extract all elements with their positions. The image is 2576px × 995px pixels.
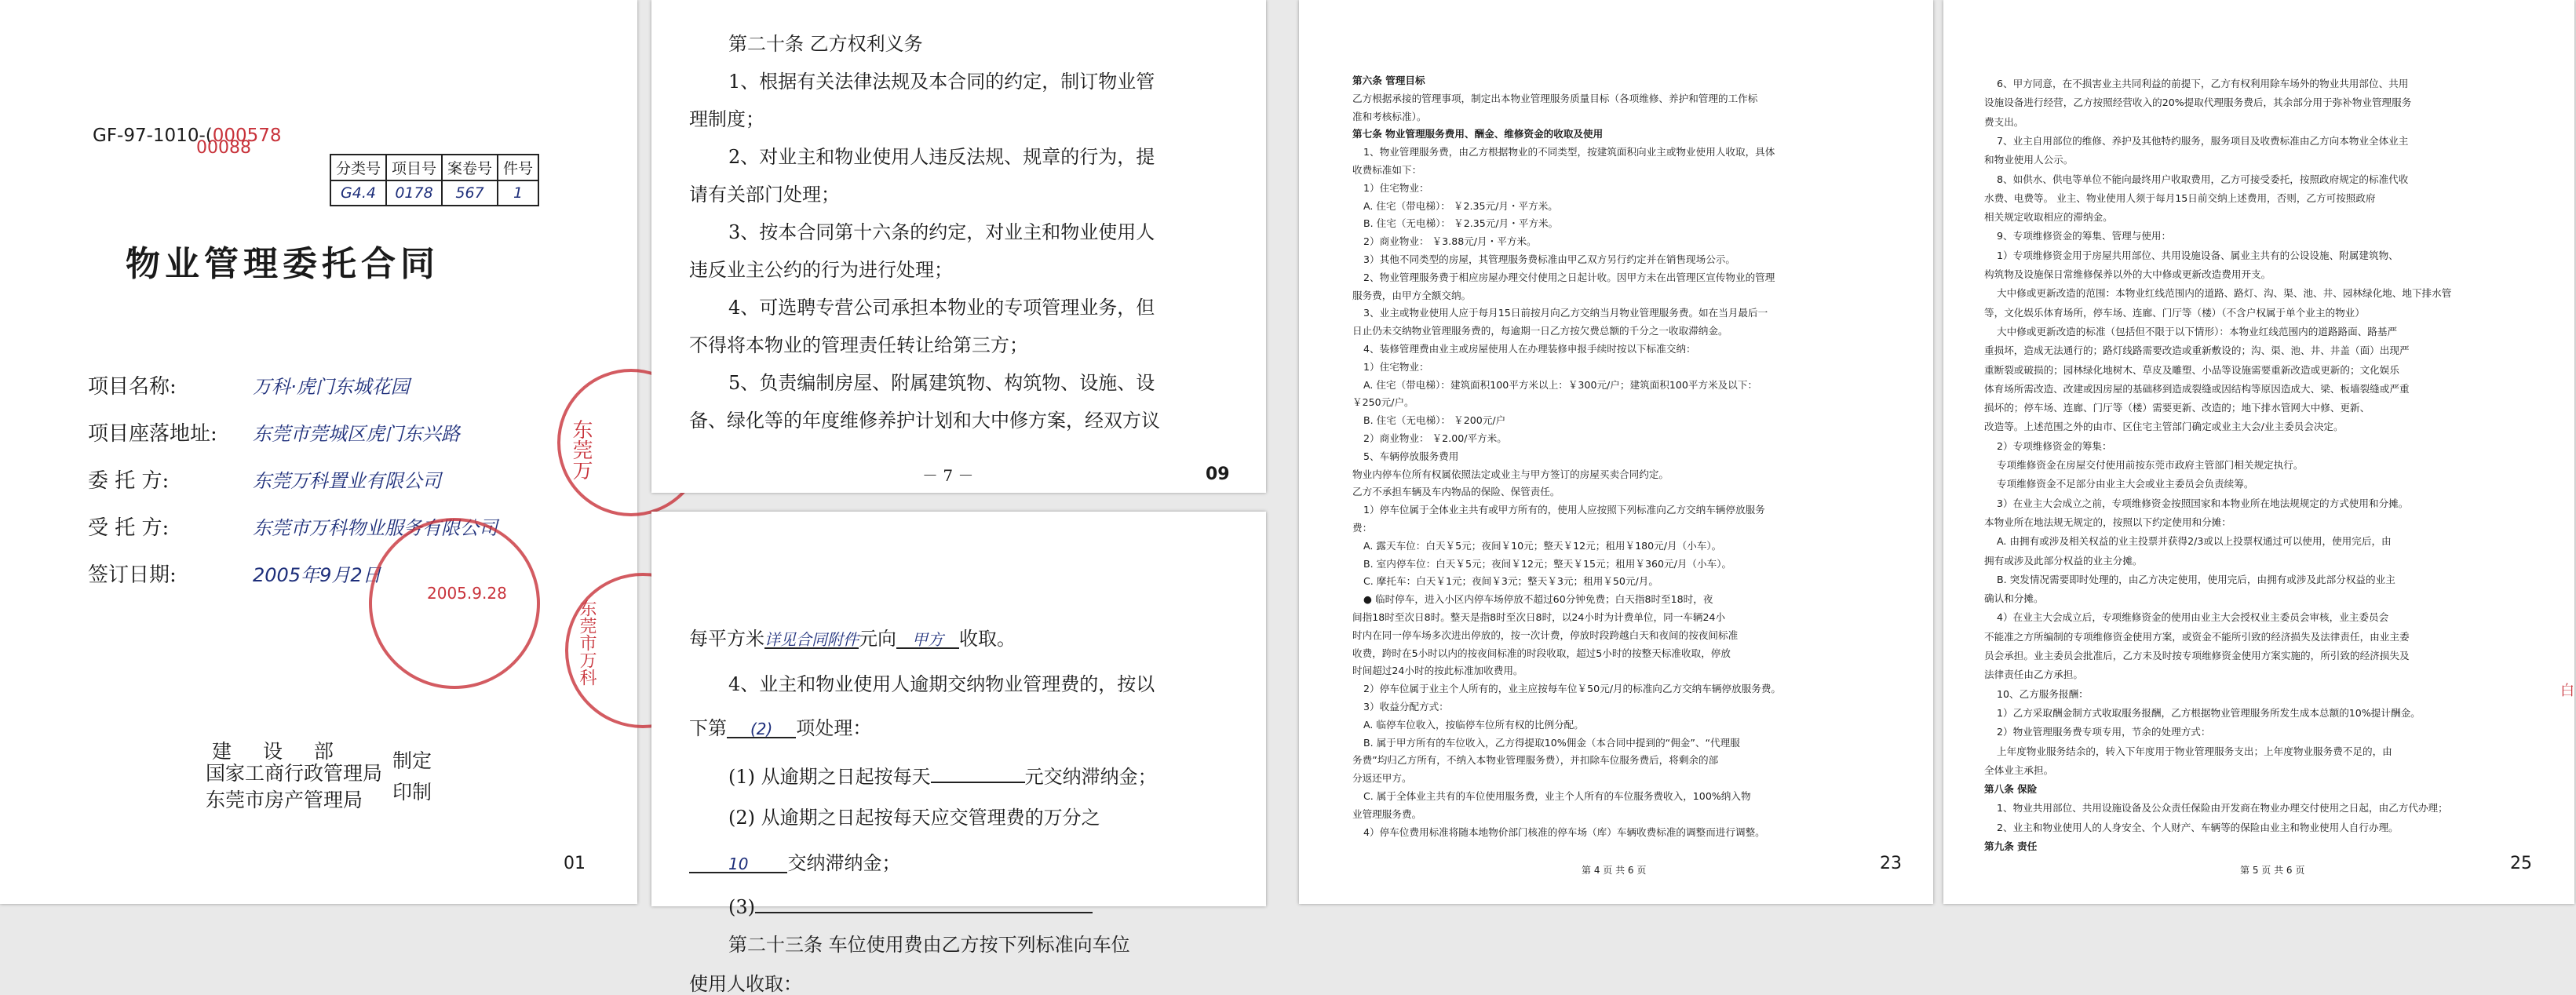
hand-fill: 甲方 [896, 632, 959, 649]
text-line: 1）乙方采取酬金制方式收取服务报酬，乙方根据物业管理服务所发生成本总额的10%提计酬金。 [1997, 706, 2421, 719]
form-code-hand: 000578 [212, 126, 282, 146]
text-line: B. 室内停车位：白天￥5元；夜间￥12元；整天￥15元；租用￥360元/月（小车）。 [1363, 557, 1732, 570]
text-line: 相关规定收取相应的滞纳金。 [1984, 211, 2113, 224]
text-line: 1）停车位属于全体业主共有或甲方所有的，使用人应按照下列标准向乙方交纳车辆停放服务 [1363, 504, 1765, 516]
field-value: 东莞市万科物业服务有限公司 [253, 517, 498, 539]
text-line [728, 764, 1157, 786]
text-line: 2）物业管理服务费专项专用，节余的处理方式： [1997, 726, 2211, 738]
text-line: 费： [1352, 522, 1373, 534]
text-line: 2）专项维修资金的筹集： [1997, 439, 2112, 452]
page-footer: 第 5 页 共 6 页 [2240, 865, 2305, 876]
text-line: 务费”均归乙方所有，不纳入本物业管理服务费），并扣除车位服务费后，将剩余的部 [1352, 754, 1719, 767]
text-line: 收费，跨时在5小时以内的按夜间标准的时段收取，超过5小时的按整天标准收取，停放 [1352, 647, 1731, 659]
issuer-tag-2: 印制 [392, 781, 432, 804]
text-line: 第八条 保险 [1984, 783, 2038, 796]
class-value: 0178 [386, 180, 442, 206]
text-line: ￥250元/户。 [1352, 396, 1414, 409]
company-seal [369, 518, 540, 689]
text-line [689, 719, 871, 738]
text-line: 物业内停车位所有权属依照法定或业主与甲方签订的房屋买卖合同约定。 [1352, 468, 1669, 480]
class-header: 案卷号 [442, 155, 498, 180]
text-line: 第二十三条 车位使用费由乙方按下列标准向车位 [728, 934, 1130, 956]
text-line: 3、业主或物业使用人应于每月15日前按月向乙方交纳当月物业管理服务费。如在当月最后一 [1363, 307, 1768, 319]
text-line: 等，文化娱乐体育场所，停车场、连廊、门厅等（楼）（不含户权属于单个业主的物业） [1984, 306, 2365, 319]
text-line: (2) 从逾期之日起按每天应交管理费的万分之 [728, 807, 1100, 829]
field-label: 受 托 方: [88, 516, 170, 540]
contract-page-rights [651, 0, 1266, 493]
text-line: 4、业主和物业使用人逾期交纳物业管理费的，按以 [728, 673, 1155, 695]
text-line: 确认和分摊。 [1984, 592, 2044, 605]
text-line: 和物业使用人公示。 [1984, 154, 2074, 166]
text-line: 第九条 责任 [1984, 840, 2038, 852]
page-number: 09 [1206, 465, 1230, 484]
seal-text: 东莞市万科 [577, 600, 597, 686]
text-line: 不能准之方所编制的专项维修资金使用方案，或资金不能所引致的经济损失及法律责任，由业主委 [1984, 630, 2410, 643]
text-line: 专项维修资金在房屋交付使用前按东莞市政府主管部门相关规定执行。 [1997, 459, 2304, 471]
field-label: 项目座落地址: [88, 422, 217, 446]
article-heading: 第二十条 乙方权利义务 [728, 33, 923, 55]
text-line: 分返还甲方。 [1352, 772, 1412, 785]
text-line: A. 由拥有或涉及相关权益的业主投票并获得2/3或以上投票权通过可以使用，使用完后，由 [1997, 535, 2392, 548]
form-code-prefix: GF-97-1010-( [93, 126, 213, 146]
text-line: 1）住宅物业： [1363, 360, 1429, 373]
text-part: 元交纳滞纳金； [1024, 766, 1157, 788]
text-line: 不得将本物业的管理责任转让给第三方； [689, 334, 1028, 356]
text-line: 5、负责编制房屋、附属建筑物、构筑物、设施、设 [728, 372, 1155, 394]
text-line: 间指18时至次日8时。整天是指8时至次日8时，以24小时为计费单位，同一车辆24小 [1352, 611, 1726, 623]
text-line: 7、业主自用部位的维修、养护及其他特约服务，服务项目及收费标准由乙方向本物业全体业主 [1997, 134, 2409, 147]
text-line: 5、车辆停放服务费用 [1363, 450, 1459, 462]
text-line: C. 属于全体业主共有的车位使用服务费，业主个人所有的车位服务费收入，100%纳入物 [1363, 790, 1751, 802]
text-line: 全体业主承担。 [1984, 764, 2054, 776]
page-footer: 第 4 页 共 6 页 [1582, 865, 1647, 876]
text-line: 重损坏，造成无法通行的；路灯线路需要改造或重新敷设的；沟、渠、池、井、井盖（面）出现严 [1984, 344, 2410, 357]
seal-date: 2005.9.28 [427, 584, 507, 603]
text-line: 理制度； [689, 108, 764, 130]
page-footer: － 7 － [922, 466, 974, 485]
contract-page-4 [1299, 0, 1933, 904]
form-code-hand-2: 00088 [196, 138, 251, 158]
text-line: 2、对业主和物业使用人违反法规、规章的行为，提 [728, 146, 1155, 168]
text-line: 6、甲方同意，在不损害业主共同利益的前提下，乙方有权利用除车场外的物业共用部位、共用 [1997, 78, 2409, 89]
class-header: 分类号 [330, 155, 386, 180]
text-line: 业管理服务费。 [1352, 807, 1422, 820]
text-line: 构筑物及设施保日常维修保养以外的大中修或更新改造费用开支。 [1984, 268, 2271, 280]
form-code [93, 126, 282, 146]
text-line: B. 突发情况需要即时处理的，由乙方决定使用，使用完后，由拥有或涉及此部分权益的业主 [1997, 573, 2395, 585]
hand-fill: 详见合同附件 [764, 630, 859, 649]
class-header: 件号 [498, 155, 538, 180]
text-line: 费支出。 [1984, 115, 2024, 128]
text-line [728, 895, 1093, 917]
field-entrusting-party [88, 465, 441, 494]
issuer-line-3: 东莞市房产管理局 [206, 789, 363, 811]
text-line: 1、物业管理服务费，由乙方根据物业的不同类型，按建筑面积向业主或物业使用人收取，具体 [1363, 146, 1775, 159]
field-value: 万科·虎门东城花园 [253, 376, 410, 398]
text-line: 服务费，由甲方全额交纳。 [1352, 289, 1472, 301]
text-line: 乙方不承担车辆及车内物品的保险、保管责任。 [1352, 486, 1560, 498]
issuer-line-2: 国家工商行政管理局 [206, 762, 383, 785]
page-number: 25 [2510, 854, 2532, 873]
field-value: 东莞市莞城区虎门东兴路 [253, 423, 460, 445]
text-line: 10、乙方服务报酬： [1997, 687, 2089, 700]
text-line: 2）商业物业： ￥2.00/平方米。 [1363, 432, 1507, 444]
field-value: 2005年9月2日 [253, 564, 381, 586]
text-line: 日止仍未交纳物业管理服务费的，每逾期一日乙方按欠费总额的千分之一收取滞纳金。 [1352, 325, 1728, 337]
text-line: 法律责任由乙方承担。 [1984, 669, 2083, 681]
text-line: ● 临时停车，进入小区内停车场停放不超过60分钟免费；白天指8时至18时，夜 [1363, 593, 1713, 606]
text-line [689, 629, 1016, 649]
class-header: 项目号 [386, 155, 442, 180]
text-line: 大中修或更新改造的标准（包括但不限于以下情形）：本物业红线范围内的道路路面、路基严 [1997, 325, 2398, 337]
text-line: 大中修或更新改造的范围：本物业红线范围内的道路、路灯、沟、渠、池、井、园林绿化地、地下排水管 [1997, 287, 2452, 300]
text-line: 3）在业主大会成立之前，专项维修资金按照国家和本物业所在地法规规定的方式使用和分摊。 [1997, 497, 2409, 509]
text-line: 4、装修管理费由业主或房屋使用人在办理装修申报手续时按以下标准交纳： [1363, 343, 1696, 355]
text-line [689, 854, 900, 873]
text-line: 4）在业主大会成立后，专项维修资金的使用由业主大会授权业主委员会审核，业主委员会 [1997, 611, 2389, 624]
text-line: A. 住宅（带电梯）： ￥2.35元/月・平方米。 [1363, 199, 1558, 212]
contract-page-5 [1943, 0, 2574, 904]
text-line: 准和考核标准）。 [1352, 110, 1427, 122]
text-line: 时间超过24小时的按此标准加收费用。 [1352, 665, 1523, 677]
text-line: 备、绿化等的年度维修养护计划和大中修方案，经双方议 [689, 410, 1160, 432]
text-part: 收取。 [959, 628, 1016, 650]
page-number: 01 [564, 854, 586, 873]
text-line: 3）收益分配方式： [1363, 701, 1449, 713]
text-line: 设施设备进行经营，乙方按照经营收入的20%提取代理服务费后，其余部分用于弥补物业管理服务 [1984, 97, 2412, 109]
text-line: A. 露天车位：白天￥5元；夜间￥10元；整天￥12元；租用￥180元/月（小车）。 [1363, 539, 1722, 552]
page-number: 23 [1880, 854, 1902, 873]
text-line: 乙方根据承接的管理事项，制定出本物业管理服务质量目标（各项维修、养护和管理的工作标 [1352, 92, 1758, 104]
text-line: 2）商业物业： ￥3.88元/月・平方米。 [1363, 235, 1537, 248]
class-value: G4.4 [330, 180, 386, 206]
text-line: 水费、电费等。 业主、物业使用人须于每月15日前交纳上述费用，否则，乙方可按照政府 [1984, 191, 2376, 204]
text-part: 每平方米 [689, 628, 764, 650]
text-line: A. 临停车位收入，按临停车位所有权的比例分配。 [1363, 718, 1584, 731]
text-part: 交纳滞纳金； [787, 852, 901, 874]
field-label: 签订日期: [88, 563, 177, 587]
text-line: 2）停车位属于业主个人所有的，业主应按每车位￥50元/月的标准向乙方交纳车辆停放服务费。 [1363, 683, 1782, 695]
text-line: 第七条 物业管理服务费用、酬金、维修资金的收取及使用 [1352, 128, 1604, 140]
class-value: 1 [498, 180, 538, 206]
classification-table [330, 154, 539, 206]
text-line: 员会承担。业主委员会批准后，乙方未及时按专项维修资金使用方案实施的，所引致的经济损失及 [1984, 650, 2410, 662]
text-line: 拥有或涉及此部分权益的业主分摊。 [1984, 554, 2143, 567]
text-line: 损坏的；停车场、连廊、门厅等（楼）需要更新、改造的；地下排水管网大中修、更新、 [1984, 402, 2370, 414]
text-line: B. 属于甲方所有的车位收入，乙方得提取10%佣金（本合同中提到的“佣金”、“代理服 [1363, 736, 1740, 749]
text-line: 使用人收取： [689, 973, 802, 995]
text-line: 专项维修资金不足部分由业主大会或业主委员会负责续筹。 [1997, 478, 2254, 490]
text-line: 改造等。上述范围之外的由市、区住宅主管部门确定或业主大会/业主委员会决定。 [1984, 421, 2344, 433]
issuer-line-1: 建 设 部 [212, 740, 346, 763]
text-line: 时内在同一停车场多次进出停放的，按一次计费，停放时段跨越白天和夜间的按夜间标准 [1352, 629, 1739, 641]
text-line: 4）停车位费用标准将随本地物价部门核准的停车场（库）车辆收费标准的调整而进行调整。 [1363, 826, 1765, 838]
field-label: 项目名称: [88, 375, 177, 399]
text-line: 收费标准如下： [1352, 164, 1422, 176]
field-label: 委 托 方: [88, 469, 170, 493]
field-project-address [88, 417, 460, 446]
text-line: 请有关部门处理； [689, 184, 840, 206]
text-line: 上年度物业服务结余的，转入下年度用于物业管理服务支出；上年度物业服务费不足的，由 [1997, 745, 2392, 757]
text-line: 2、物业管理服务费于相应房屋办理交付使用之日起计收。因甲方未在出管理区宣传物业的管理 [1363, 271, 1775, 283]
text-line: 本物业所在地法规无规定的，按照以下约定使用和分摊： [1984, 516, 2231, 528]
class-value: 567 [442, 180, 498, 206]
text-part: 项处理： [796, 717, 872, 739]
text-line: B. 住宅（无电梯）： ￥200元/户 [1363, 414, 1506, 427]
text-line: 第六条 管理目标 [1352, 75, 1425, 86]
text-part: (1) 从逾期之日起按每天 [728, 766, 931, 788]
field-project-name [88, 370, 410, 399]
text-line: 1）住宅物业： [1363, 181, 1429, 194]
hand-fill: (2) [727, 721, 796, 738]
margin-note: 白 [2558, 683, 2574, 697]
contract-page-fees [651, 512, 1266, 995]
text-line: 1、物业共用部位、共用设施设备及公众责任保险由开发商在物业办理交付使用之日起，由乙方代办理； [1997, 802, 2448, 815]
text-line: C. 摩托车：白天￥1元；夜间￥3元；整天￥3元；租用￥50元/月。 [1363, 575, 1658, 588]
issuer-tag-1: 制定 [392, 749, 432, 772]
field-value: 东莞万科置业有限公司 [253, 470, 441, 492]
text-line: 重断裂或破损的；园林绿化地树木、草皮及雕塑、小品等设施需要重新改造或更新的；文化娱乐 [1984, 363, 2399, 376]
text-line: 1）专项维修资金用于房屋共用部位、共用设施设备、属业主共有的公设设施、附属建筑物、 [1997, 249, 2399, 261]
text-line: 1、根据有关法律法规及本合同的约定，制订物业管 [728, 71, 1155, 93]
field-sign-date [88, 559, 381, 588]
text-line: 4、可选聘专营公司承担本物业的专项管理业务，但 [728, 297, 1155, 319]
seal-text: 东莞万 [569, 419, 593, 480]
text-line: 3）其他不同类型的房屋，其管理服务费标准由甲乙双方另行约定并在销售现场公示。 [1363, 253, 1735, 265]
cover-page [0, 0, 637, 904]
text-line: 9、专项维修资金的筹集、管理与使用： [1997, 230, 2172, 242]
text-line: A. 住宅（带电梯）：建筑面积100平方米以上：￥300元/户；建筑面积100平方米及以下： [1363, 378, 1758, 391]
blank-line [931, 764, 1025, 783]
text-part: 下第 [689, 717, 727, 739]
text-line: 8、如供水、供电等单位不能向最终用户收取费用，乙方可接受委托，按照政府规定的标准代收 [1997, 173, 2409, 185]
text-line: 体育场所需改造、改建或因房屋的基础移到造成裂缝或因结构等原因造成大、梁、板墙裂缝或严重 [1984, 382, 2410, 395]
text-part: 元向 [859, 628, 896, 650]
text-part: (3) [728, 896, 755, 918]
text-line: 3、按本合同第十六条的约定，对业主和物业使用人 [728, 221, 1155, 243]
hand-fill: 10 [689, 856, 787, 873]
blank-line [755, 895, 1093, 913]
text-line: 违反业主公约的行为进行处理； [689, 259, 953, 281]
text-line: B. 住宅（无电梯）： ￥2.35元/月・平方米。 [1363, 217, 1559, 230]
contract-title: 物业管理委托合同 [126, 244, 440, 284]
text-line: 2、业主和物业使用人的人身安全、个人财产、车辆等的保险由业主和物业使用人自行办理。 [1997, 821, 2399, 833]
